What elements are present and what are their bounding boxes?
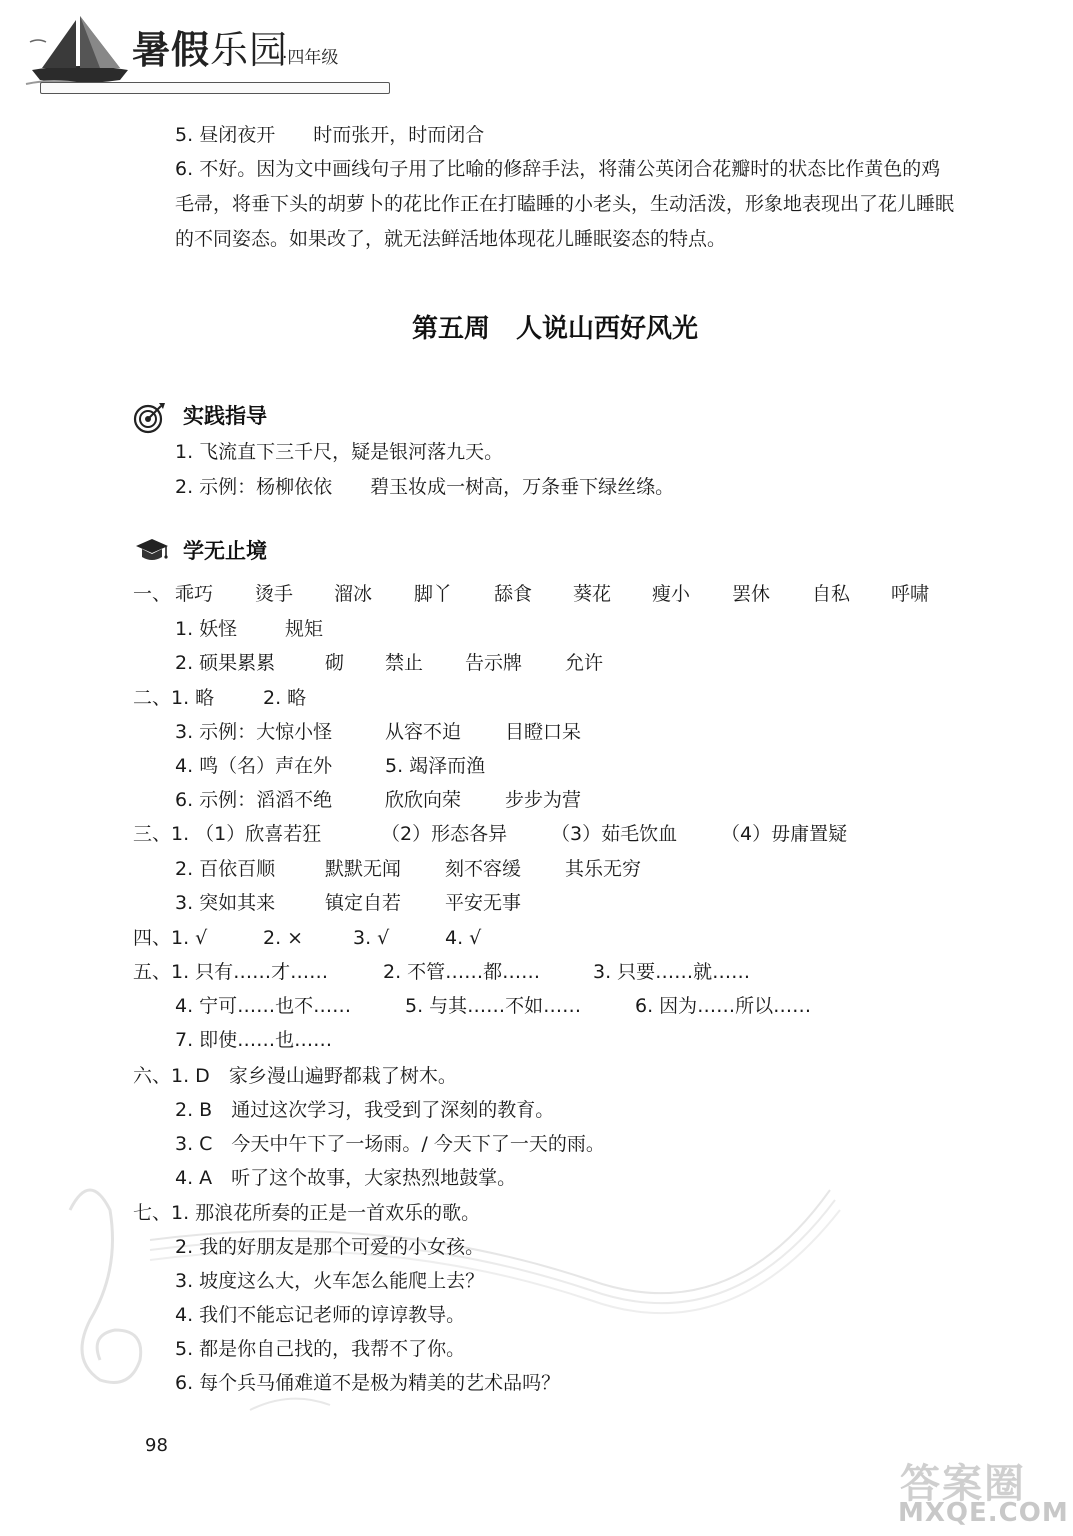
graduation-cap-icon (134, 536, 170, 566)
book-title: 暑假乐园 (132, 27, 289, 72)
q7-line-4: 4. 我们不能忘记老师的谆谆教导。 (175, 1304, 466, 1326)
answer-6: 6. 不好。因为文中画线句子用了比喻的修辞手法，将蒲公英闭合花瓣时的状态比作黄色的鸡 (175, 158, 941, 180)
q1-words: 一、 乖巧 烫手 溜冰 脚丫 舔食 葵花 瘦小 罢休 自私 呼啸 (133, 583, 930, 605)
q1-line-2: 2. 硕果累累 砌 禁止 告示牌 允许 (175, 652, 604, 674)
answer-5: 5. 昼闭夜开 时而张开，时而闭合 (175, 124, 485, 146)
q2-line-1: 二、1. 略 2. 略 (133, 687, 307, 709)
q2-line-4: 6. 示例：滔滔不绝 欣欣向荣 步步为营 (175, 789, 582, 811)
q3-line-3: 3. 突如其来 镇定自若 平安无事 (175, 892, 522, 914)
section-title-learning: 学无止境 (183, 539, 267, 563)
q3-line-2: 2. 百依百顺 默默无闻 刻不容缓 其乐无穷 (175, 858, 642, 880)
q1-line-1: 1. 妖怪 规矩 (175, 618, 324, 640)
word: 呼啸 (891, 583, 930, 605)
word: 自私 (812, 583, 851, 605)
watermark-url: MXQE.COM (898, 1498, 1069, 1528)
page-number: 98 (145, 1435, 168, 1456)
target-icon (133, 400, 167, 434)
q6-line-1: 六、1. D 家乡漫山遍野都栽了树木。 (133, 1065, 457, 1087)
q5-line-1: 五、1. 只有……才…… 2. 不管……都…… 3. 只要……就…… (133, 961, 751, 983)
word: 溜冰 (334, 583, 373, 605)
week-title: 第五周 人说山西好风光 (412, 314, 699, 344)
header-rule (40, 82, 390, 94)
q3-line-1: 三、1. （1）欣喜若狂 （2）形态各异 （3）茹毛饮血 （4）毋庸置疑 (133, 823, 848, 845)
q7-line-5: 5. 都是你自己找的，我帮不了你。 (175, 1338, 466, 1360)
word: 舔食 (494, 583, 533, 605)
q6-line-2: 2. B 通过这次学习，我受到了深刻的教育。 (175, 1099, 555, 1121)
word: 瘦小 (652, 583, 691, 605)
q4-line: 四、1. √ 2. × 3. √ 4. √ (133, 927, 482, 949)
sailboat-logo (24, 12, 134, 92)
answer-6-cont-1: 毛帚，将垂下头的胡萝卜的花比作正在打瞌睡的小老头，生动活泼，形象地表现出了花儿睡眠 (175, 193, 955, 215)
q7-line-3: 3. 坡度这么大，火车怎么能爬上去？ (175, 1270, 485, 1292)
q5-line-3: 7. 即使……也…… (175, 1029, 333, 1051)
q7-line-1: 七、1. 那浪花所奏的正是一首欢乐的歌。 (133, 1202, 481, 1224)
watermark-logo-text: 答案圈 (900, 1461, 1026, 1507)
practice-line-1: 1. 飞流直下三千尺，疑是银河落九天。 (175, 441, 504, 463)
section-title-practice: 实践指导 (183, 404, 267, 428)
grade-label: ·四年级 (282, 48, 339, 68)
q6-line-4: 4. A 听了这个故事，大家热烈地鼓掌。 (175, 1167, 517, 1189)
q7-line-6: 6. 每个兵马俑难道不是极为精美的艺术品吗？ (175, 1372, 561, 1394)
answer-6-cont-2: 的不同姿态。如果改了，就无法鲜活地体现花儿睡眠姿态的特点。 (175, 228, 727, 250)
word: 烫手 (255, 583, 294, 605)
word: 脚丫 (414, 583, 453, 605)
word: 乖巧 (175, 583, 214, 605)
q2-line-2: 3. 示例：大惊小怪 从容不迫 目瞪口呆 (175, 721, 582, 743)
q5-line-2: 4. 宁可……也不…… 5. 与其……不如…… 6. 因为……所以…… (175, 995, 812, 1017)
word: 罢休 (732, 583, 771, 605)
q2-line-3: 4. 鸣（名）声在外 5. 竭泽而渔 (175, 755, 486, 777)
q6-line-3: 3. C 今天中午下了一场雨。/ 今天下了一天的雨。 (175, 1133, 605, 1155)
q7-line-2: 2. 我的好朋友是那个可爱的小女孩。 (175, 1236, 485, 1258)
word: 葵花 (573, 583, 612, 605)
practice-line-2: 2. 示例：杨柳依依 碧玉妆成一树高，万条垂下绿丝绦。 (175, 476, 675, 498)
